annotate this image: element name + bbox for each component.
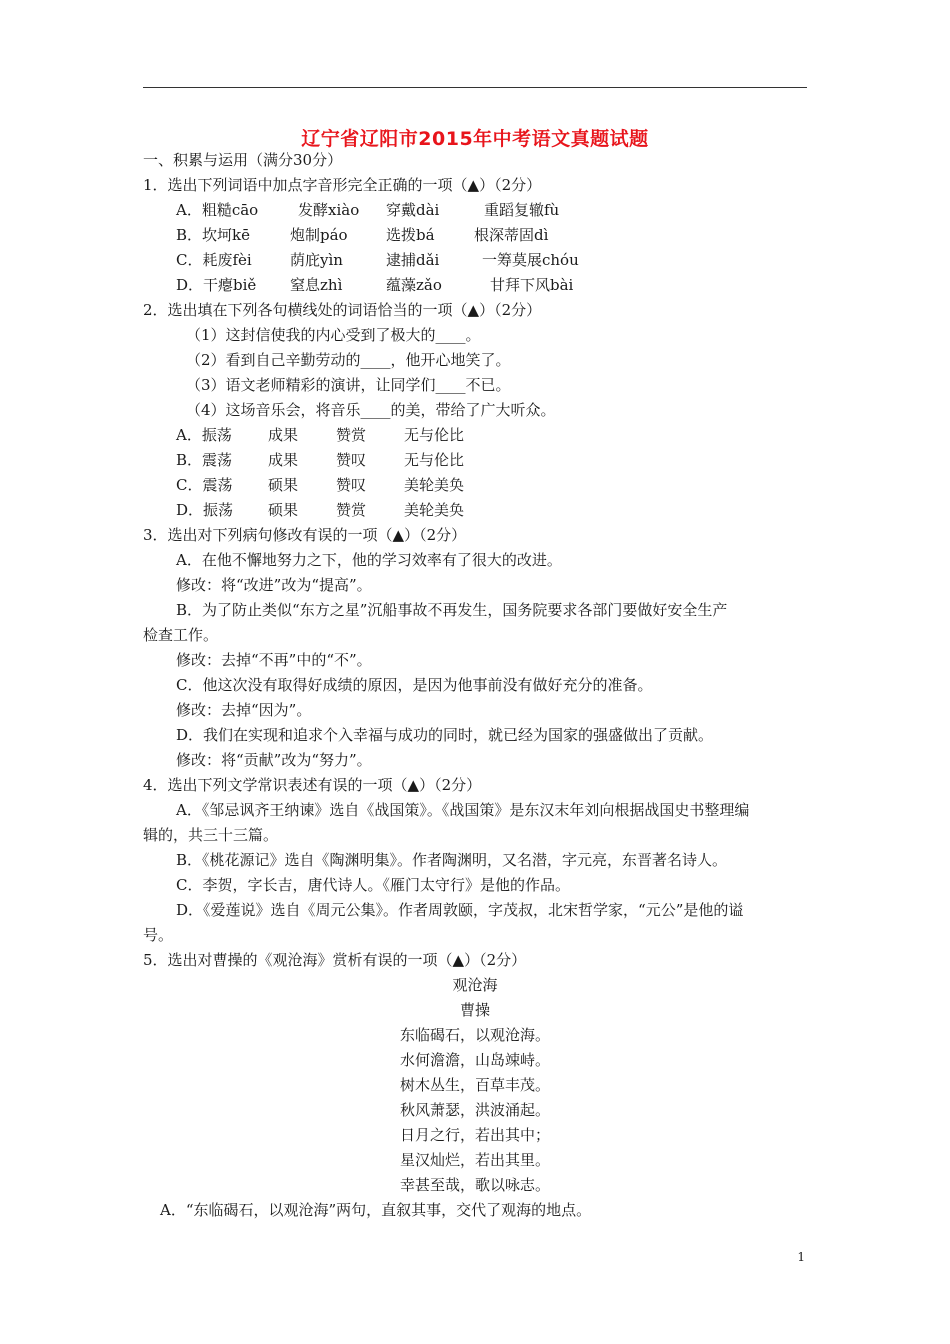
q4-option-a-line1: A．《邹忌讽齐王纳谏》选自《战国策》。《战国策》是东汉末年刘向根据战国史书整理编 — [176, 801, 750, 819]
q2-b-word3: 赞叹 — [336, 451, 367, 469]
section-heading: 一、积累与运用（满分30分） — [143, 151, 343, 169]
q4-option-d-line1: D．《爱莲说》选自《周元公集》。作者周敦颐，字茂叔，北宋哲学家，“元公”是他的谥 — [176, 901, 744, 919]
q1-a-word3: 穿戴dài — [386, 201, 440, 219]
q2-stem: 2．选出填在下列各句横线处的词语恰当的一项（▲）（2分） — [143, 301, 542, 319]
poem-title: 观沧海 — [452, 976, 498, 994]
q1-option-d — [176, 275, 573, 295]
q2-a-word4: 无与伦比 — [404, 426, 465, 444]
q2-a-word1: A．振荡 — [176, 426, 232, 444]
q1-d-word4: 甘拜下风bài — [490, 276, 574, 294]
q1-b-word1: B．坎坷kē — [176, 226, 250, 244]
q2-sentence-2: （2）看到自己辛勤劳动的____，他开心地笑了。 — [186, 351, 511, 369]
q2-b-word2: 成果 — [268, 451, 299, 469]
q4-stem: 4．选出下列文学常识表述有误的一项（▲）（2分） — [143, 776, 482, 794]
q2-b-word1: B．震荡 — [176, 451, 233, 469]
q1-c-word2: 荫庇yìn — [290, 251, 343, 269]
q3-stem: 3．选出对下列病句修改有误的一项（▲）（2分） — [143, 526, 467, 544]
q1-stem: 1．选出下列词语中加点字音形完全正确的一项（▲）（2分） — [143, 176, 542, 194]
document-title: 辽宁省辽阳市2015年中考语文真题试题 — [301, 128, 649, 150]
q4-option-c: C．李贺，字长吉，唐代诗人。《雁门太守行》是他的作品。 — [176, 876, 570, 894]
q1-a-word2: 发酵xiào — [298, 201, 360, 219]
q2-c-word1: C．震荡 — [176, 476, 233, 494]
q4-option-b: B．《桃花源记》选自《陶渊明集》。作者陶渊明，又名潜，字元亮，东晋著名诗人。 — [176, 851, 728, 869]
q1-option-c — [176, 250, 579, 270]
q2-b-word4: 无与伦比 — [404, 451, 465, 469]
q1-d-word2: 窒息zhì — [290, 276, 343, 294]
q5-option-a: A．“东临碣石，以观沧海”两句，直叙其事，交代了观海的地点。 — [160, 1201, 592, 1219]
q4-option-a-line2: 辑的，共三十三篇。 — [143, 826, 279, 844]
q3-option-b-line1: B．为了防止类似“东方之星”沉船事故不再发生，国务院要求各部门要做好安全生产 — [176, 601, 728, 619]
poem-line-2: 水何澹澹，山岛竦峙。 — [399, 1051, 550, 1069]
q2-a-word2: 成果 — [268, 426, 299, 444]
q2-a-word3: 赞赏 — [336, 426, 367, 444]
q2-sentence-4: （4）这场音乐会，将音乐____的美，带给了广大听众。 — [186, 401, 556, 419]
q1-b-word2: 炮制páo — [290, 226, 348, 244]
q2-option-d — [176, 500, 464, 520]
poem-line-3: 树木丛生，百草丰茂。 — [399, 1076, 550, 1094]
q3-fix-c: 修改：去掉“因为”。 — [176, 701, 312, 719]
q2-option-c — [176, 475, 464, 495]
poem-line-7: 幸甚至哉，歌以咏志。 — [399, 1176, 550, 1194]
poem-author: 曹操 — [459, 1001, 490, 1019]
poem-line-1: 东临碣石，以观沧海。 — [399, 1026, 550, 1044]
q1-d-word3: 蕴藻zǎo — [386, 276, 442, 294]
q2-c-word4: 美轮美奂 — [404, 476, 465, 494]
q2-sentence-1: （1）这封信使我的内心受到了极大的____。 — [186, 326, 481, 344]
q2-c-word3: 赞叹 — [336, 476, 367, 494]
q2-d-word4: 美轮美奂 — [404, 501, 465, 519]
q2-d-word3: 赞赏 — [336, 501, 367, 519]
q3-fix-b: 修改：去掉“不再”中的“不”。 — [176, 651, 372, 669]
q2-d-word1: D．振荡 — [176, 501, 234, 519]
q2-sentence-3: （3）语文老师精彩的演讲，让同学们____不已。 — [186, 376, 511, 394]
q1-b-word4: 根深蒂固dì — [474, 226, 549, 244]
q3-option-b-line2: 检查工作。 — [143, 626, 219, 644]
q1-c-word3: 逮捕dǎi — [386, 251, 440, 269]
q1-option-a — [176, 200, 559, 220]
q1-option-b — [176, 225, 548, 245]
poem-line-5: 日月之行，若出其中； — [399, 1126, 550, 1144]
q1-b-word3: 选拨bá — [386, 226, 435, 244]
q3-option-c: C．他这次没有取得好成绩的原因，是因为他事前没有做好充分的准备。 — [176, 676, 653, 694]
q2-option-a — [176, 425, 464, 445]
page-number: 1 — [797, 1250, 805, 1264]
q3-fix-d: 修改：将“贡献”改为“努力”。 — [176, 751, 372, 769]
q2-option-b — [176, 450, 464, 470]
q4-option-d-line2: 号。 — [143, 926, 174, 944]
q2-d-word2: 硕果 — [268, 501, 299, 519]
q1-a-word4: 重蹈复辙fù — [484, 201, 560, 219]
q3-option-d: D．我们在实现和追求个入幸福与成功的同时，就已经为国家的强盛做出了贡献。 — [176, 726, 714, 744]
header-rule — [143, 87, 807, 88]
q1-a-word1: A．粗糙cāo — [176, 201, 259, 219]
q3-option-a: A．在他不懈地努力之下，他的学习效率有了很大的改进。 — [176, 551, 562, 569]
q2-c-word2: 硕果 — [268, 476, 299, 494]
q5-stem: 5．选出对曹操的《观沧海》赏析有误的一项（▲）（2分） — [143, 951, 527, 969]
poem-line-6: 星汉灿烂，若出其里。 — [399, 1151, 550, 1169]
q1-c-word4: 一筹莫展chóu — [482, 251, 579, 269]
q3-fix-a: 修改：将“改进”改为“提高”。 — [176, 576, 372, 594]
q1-c-word1: C．耗废fèi — [176, 251, 252, 269]
q1-d-word1: D．干瘪biě — [176, 276, 257, 294]
poem-line-4: 秋风萧瑟，洪波涌起。 — [399, 1101, 550, 1119]
